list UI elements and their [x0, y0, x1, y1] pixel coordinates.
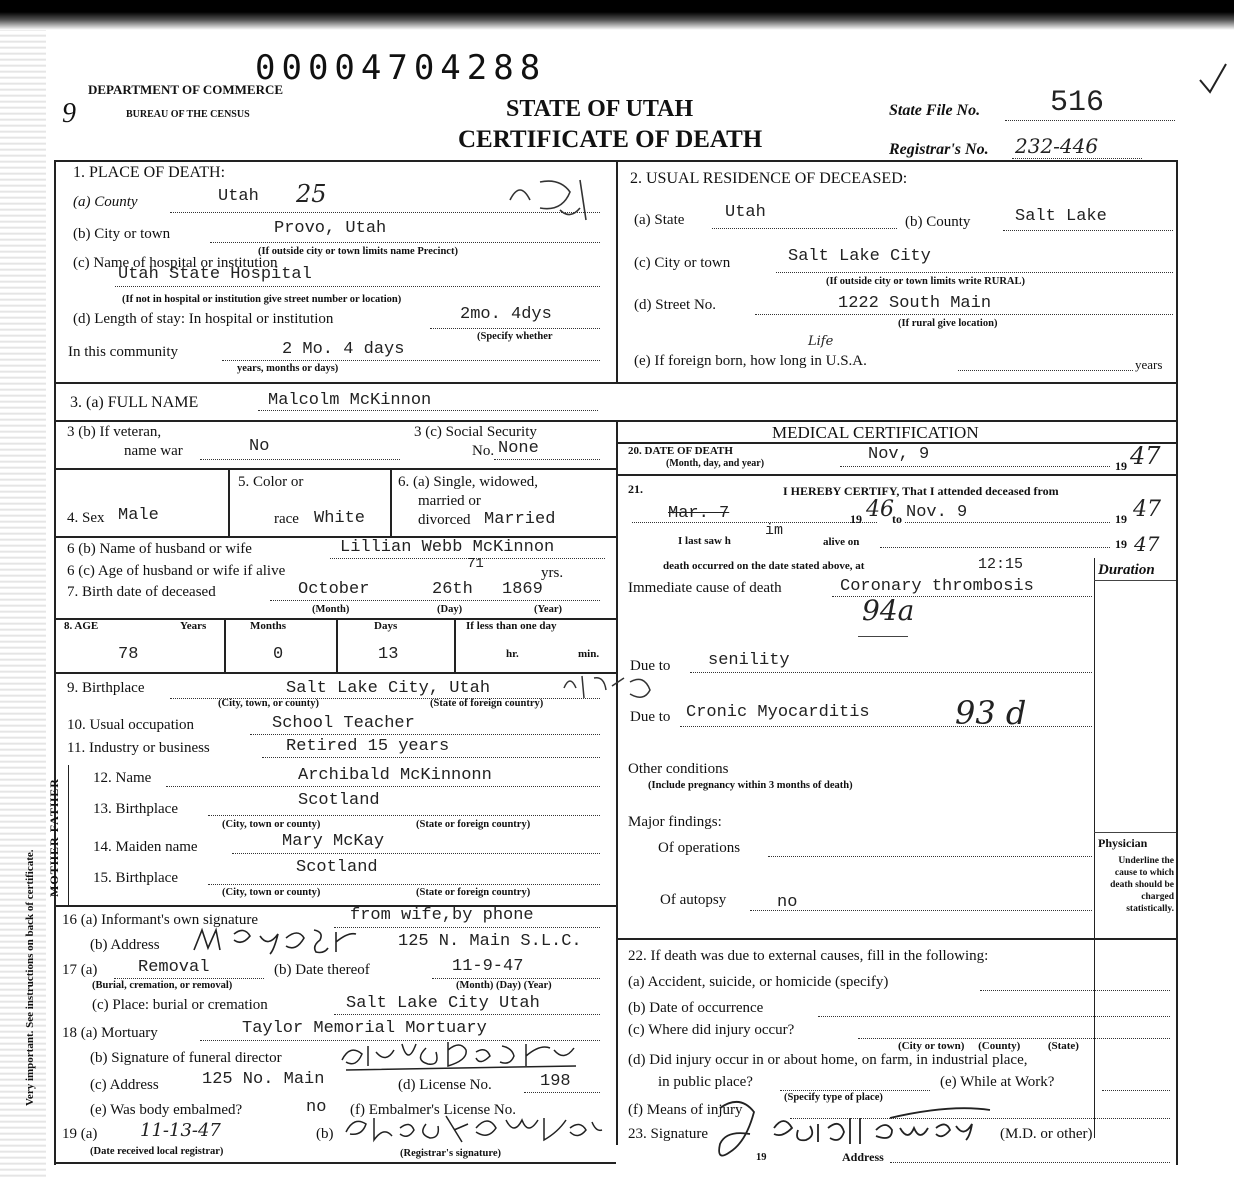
birthplace-value: Salt Lake City, Utah [286, 679, 491, 698]
age-less-label: If less than one day [466, 620, 557, 632]
registrar-line [1012, 158, 1142, 159]
autopsy-value: no [777, 893, 798, 912]
stay-label: (d) Length of stay: In hospital or institution [73, 311, 334, 327]
medical-heading-rule [616, 442, 1176, 444]
frame-bottom-left [54, 1162, 616, 1164]
stay-line [430, 328, 600, 329]
license-value: 198 [540, 1072, 571, 1091]
director-label: (b) Signature of funeral director [90, 1050, 282, 1066]
birth-line [270, 600, 600, 601]
received-label: 19 (a) [62, 1126, 98, 1142]
attended-to-line [905, 522, 1110, 523]
death-time: 12:15 [978, 556, 1024, 573]
embalmed-value: no [306, 1098, 327, 1117]
residence-county: Salt Lake [1015, 207, 1107, 226]
license-line [524, 1092, 600, 1093]
informant-address-label: (b) Address [90, 937, 160, 953]
year-cap: (Year) [534, 604, 562, 615]
director-signature [336, 1036, 596, 1076]
spouse-label: 6 (b) Name of husband or wife [67, 541, 252, 557]
director-address: 125 No. Main [202, 1070, 325, 1089]
attended-to-label: to [892, 512, 902, 526]
due2-value: Cronic Myocarditis [686, 703, 870, 722]
bureau-label: BUREAU OF THE CENSUS [126, 109, 250, 120]
industry-value: Retired 15 years [286, 737, 450, 756]
spouse-age-label: 6 (c) Age of husband or wife if alive [67, 563, 286, 579]
sex-label: 4. Sex [67, 510, 105, 526]
cert-number: 21. [628, 482, 643, 496]
age-years: 78 [118, 645, 139, 664]
attended-to: Nov. 9 [906, 503, 968, 522]
place-label: (c) Place: burial or cremation [92, 997, 268, 1013]
state-file-number: 516 [1050, 86, 1105, 120]
father-name: Archibald McKinnonn [298, 766, 492, 785]
age-days-label: Days [374, 620, 398, 632]
death-county-code: 25 [296, 180, 327, 208]
rule-after-death-date [616, 474, 1176, 476]
embalmer-label: (f) Embalmer's License No. [350, 1102, 516, 1118]
attended-from-line [632, 522, 877, 523]
hospital-label: (c) Name of hospital or institution [73, 255, 278, 271]
rule-after-veteran [54, 468, 616, 470]
veteran-value: No [249, 437, 270, 456]
cert-text: I HEREBY CERTIFY, That I attended deceased from [783, 484, 1059, 498]
operations-line [768, 856, 1092, 857]
scan-left-margin [0, 30, 46, 1180]
due1-label: Due to [630, 658, 671, 674]
informant-label: 16 (a) Informant's own signature [62, 912, 258, 928]
director-address-label: (c) Address [90, 1077, 159, 1093]
mother-birth-line [208, 884, 600, 885]
attended-from: Mar. 7 [668, 504, 730, 523]
birthplace-cap-2: (State of foreign country) [430, 698, 544, 709]
serial-number: 00004704288 [255, 48, 547, 88]
external-b-line [818, 1016, 1170, 1017]
death-year-prefix: 19 [1115, 459, 1127, 473]
foreign-value: Life [808, 334, 834, 349]
race-divider [390, 468, 392, 536]
community-value: 2 Mo. 4 days [282, 340, 405, 359]
industry-label: 11. Industry or business [67, 740, 210, 756]
residence-city-label: (c) City or town [634, 255, 731, 271]
residence-street: 1222 South Main [838, 294, 992, 313]
removal-line [114, 978, 264, 979]
death-date-label: 20. DATE OF DEATH [628, 445, 733, 457]
last-year-prefix: 19 [1115, 537, 1127, 551]
place-heading: 1. PLACE OF DEATH: [73, 164, 226, 181]
external-a: (a) Accident, suicide, or homicide (specify) [628, 974, 889, 990]
due1-line [690, 672, 1092, 673]
registrar-signature [338, 1110, 608, 1150]
sex-divider [228, 468, 230, 536]
month-cap: (Month) [312, 604, 350, 615]
registrar-number: 232-446 [1015, 134, 1099, 158]
stay-value: 2mo. 4dys [460, 305, 552, 324]
residence-heading: 2. USUAL RESIDENCE OF DECEASED: [630, 170, 908, 187]
mortuary-label: 18 (a) Mortuary [62, 1025, 158, 1041]
age-label: 8. AGE [64, 620, 99, 632]
marital-label-2: married or [418, 493, 481, 509]
full-name-line [258, 410, 598, 411]
last-saw-label: I last saw h [678, 535, 731, 547]
immediate-label: Immediate cause of death [628, 580, 782, 596]
yrs-label: yrs. [541, 565, 564, 581]
death-city-line [210, 242, 600, 243]
corner-mark: 9 [62, 98, 76, 129]
community-line [222, 360, 600, 361]
medical-heading: MEDICAL CERTIFICATION [772, 423, 979, 442]
age-years-label: Years [180, 620, 207, 632]
father-cap-state: (State or foreign country) [416, 819, 531, 830]
scan-top-band [0, 0, 1234, 30]
removal-date: 11-9-47 [452, 957, 524, 976]
hospital-name: Utah State Hospital [118, 265, 312, 284]
father-birth: Scotland [298, 791, 380, 810]
due2-line [680, 726, 1092, 727]
birthplace-label: 9. Birthplace [67, 680, 145, 696]
parent-side-label: MOTHER FATHER [46, 778, 61, 897]
mother-cap-state: (State or foreign country) [416, 887, 531, 898]
full-name-label: 3. (a) FULL NAME [70, 394, 199, 411]
signature-label: 23. Signature [628, 1126, 708, 1142]
external-c-cap: (City or town) (County) (State) [898, 1040, 1079, 1052]
clerk-code-marks [500, 170, 620, 240]
mother-name: Mary McKay [282, 832, 385, 851]
race-value: White [314, 509, 366, 528]
attended-to-year: 47 [1133, 497, 1161, 522]
community-note: years, months or days) [237, 363, 339, 374]
birth-year: 1869 [502, 580, 543, 599]
burial-cap: (Burial, cremation, or removal) [92, 980, 233, 991]
duration-rule [1094, 580, 1176, 581]
death-county-label: (a) County [73, 194, 138, 210]
marital-label-1: 6. (a) Single, widowed, [398, 474, 538, 490]
ss-label-1: 3 (c) Social Security [414, 424, 537, 440]
removal-label: 17 (a) [62, 962, 98, 978]
father-name-line [166, 786, 600, 787]
embalmed-label: (e) Was body embalmed? [90, 1102, 243, 1118]
marital-value: Married [484, 510, 556, 529]
external-d-cap: (Specify type of place) [784, 1092, 883, 1103]
day-cap: (Day) [437, 604, 463, 615]
death-occurred-label: death occurred on the date stated above, at [663, 560, 865, 572]
veteran-line [200, 459, 400, 460]
department-label: DEPARTMENT OF COMMERCE [88, 82, 284, 97]
mother-name-label: 14. Maiden name [93, 839, 198, 855]
external-c: (c) Where did injury occur? [628, 1022, 795, 1038]
age-divider-1 [224, 618, 226, 672]
registrar-sig-label: (b) [316, 1126, 334, 1142]
color-label: 5. Color or [238, 474, 304, 490]
residence-state: Utah [725, 203, 766, 222]
cause-code-1-underline [858, 636, 908, 637]
birthplace-cap-1: (City, town, or county) [218, 698, 320, 709]
signature-address-label: Address [842, 1150, 884, 1164]
last-saw-value: im [765, 522, 784, 539]
frame-right [1176, 160, 1178, 1165]
industry-line [262, 757, 600, 758]
major-label: Major findings: [628, 814, 722, 830]
birth-month: October [298, 580, 370, 599]
residence-state-line [712, 228, 897, 229]
attended-to-prefix: 19 [1115, 512, 1127, 526]
physician-label: Physician [1098, 836, 1148, 850]
physician-rule-top [1094, 832, 1176, 833]
external-e-line [1102, 1090, 1170, 1091]
cause-code-2: 93 d [955, 694, 1027, 732]
due2-label: Due to [630, 709, 671, 725]
removal-date-line [432, 978, 600, 979]
alive-on-line [880, 547, 1110, 548]
residence-street-label: (d) Street No. [634, 297, 717, 313]
full-name: Malcolm McKinnon [268, 391, 432, 410]
age-divider-3 [454, 618, 456, 672]
license-label: (d) License No. [398, 1077, 492, 1093]
external-d: (d) Did injury occur in or about home, on farm, in industrial place, [628, 1052, 1028, 1068]
hospital-line [115, 286, 600, 287]
father-cap-city: (City, town or county) [222, 819, 321, 830]
death-date-sub: (Month, day, and year) [666, 458, 765, 469]
other-label: Other conditions [628, 761, 729, 777]
attended-from-prefix: 19 [850, 512, 862, 526]
death-date-line [840, 466, 1110, 467]
registrar-cap: (Registrar's signature) [400, 1148, 501, 1159]
rule-before-external [616, 938, 1176, 940]
death-city-label: (b) City or town [73, 226, 171, 242]
removal-date-label: (b) Date thereof [274, 962, 370, 978]
frame-left [54, 160, 56, 1165]
external-f: (f) Means of injury [628, 1102, 743, 1118]
autopsy-line [750, 910, 1092, 911]
spouse-value: Lillian Webb McKinnon [340, 538, 555, 557]
community-label: In this community [68, 344, 178, 360]
father-birth-line [208, 815, 600, 816]
sex-value: Male [118, 506, 159, 525]
duration-label: Duration [1098, 562, 1155, 578]
received-value: 11-13-47 [140, 1120, 221, 1141]
informant-signature [190, 924, 390, 958]
death-year: 47 [1130, 442, 1161, 470]
rule-after-place [54, 382, 1178, 384]
place-value: Salt Lake City Utah [346, 994, 540, 1013]
mortuary-value: Taylor Memorial Mortuary [242, 1019, 487, 1038]
center-divider-main [616, 420, 618, 1145]
age-months-label: Months [250, 620, 287, 632]
external-d2: in public place? [658, 1074, 753, 1090]
birth-label: 7. Birth date of deceased [67, 584, 216, 600]
md-label: (M.D. or other) [1000, 1126, 1093, 1142]
received-cap: (Date received local registrar) [90, 1146, 224, 1157]
cause-code-1: 94a [862, 594, 915, 627]
death-city-note: (If outside city or town limits name Precinct) [258, 246, 458, 257]
signature-day-prefix: 19 [756, 1152, 767, 1163]
foreign-years: years [1135, 357, 1163, 372]
veteran-label-2: name war [124, 443, 183, 459]
residence-street-note: (If rural give location) [898, 318, 998, 329]
veteran-label-1: 3 (b) If veteran, [67, 424, 162, 440]
date-cap: (Month) (Day) (Year) [456, 980, 552, 991]
age-days: 13 [378, 645, 399, 664]
autopsy-label: Of autopsy [660, 892, 727, 908]
foreign-line [958, 370, 1133, 371]
race-label: race [274, 511, 299, 527]
occupation-value: School Teacher [272, 714, 415, 733]
residence-street-line [755, 314, 1173, 315]
father-birth-label: 13. Birthplace [93, 801, 178, 817]
external-heading: 22. If death was due to external causes, fill in the following: [628, 948, 989, 964]
father-name-label: 12. Name [93, 770, 152, 786]
signature-address-line [890, 1162, 1170, 1163]
age-divider-2 [336, 618, 338, 672]
certificate-title: CERTIFICATE OF DEATH [458, 126, 763, 153]
residence-city: Salt Lake City [788, 247, 931, 266]
marital-label-3: divorced [418, 512, 471, 528]
due1-value: senility [708, 651, 790, 670]
death-date: Nov, 9 [868, 445, 930, 464]
foreign-label: (e) If foreign born, how long in U.S.A. [634, 353, 867, 369]
external-a-line [980, 990, 1170, 991]
ss-label-2: No. [472, 443, 495, 459]
occupation-line [250, 734, 600, 735]
mother-cap-city: (City, town or county) [222, 887, 321, 898]
ss-line [494, 459, 600, 460]
spouse-age: 71 [467, 556, 484, 572]
residence-city-note: (If outside city or town limits write RURAL) [826, 276, 1025, 287]
residence-county-label: (b) County [905, 214, 971, 230]
age-hr: hr. [506, 648, 519, 660]
registrar-label: Registrar's No. [889, 141, 989, 158]
residence-county-line [1003, 230, 1173, 231]
margin-text: Very important. See instructions on back of certificate. [24, 849, 36, 1106]
clerk-code-marks-2 [560, 668, 670, 708]
age-min: min. [578, 648, 600, 660]
death-county: Utah [218, 187, 259, 206]
operations-label: Of operations [658, 840, 741, 856]
attended-from-year: 46 [866, 497, 894, 522]
state-file-line [1005, 120, 1175, 121]
external-c-line [858, 1038, 1170, 1039]
mother-name-line [232, 853, 600, 854]
stay-note: (Specify whether [477, 331, 553, 342]
duration-divider [1094, 558, 1095, 1138]
physician-note: Underline the cause to which death should be charged statistically. [1110, 856, 1174, 914]
alive-on-label: alive on [823, 536, 860, 548]
residence-state-label: (a) State [634, 212, 685, 228]
mother-birth: Scotland [296, 858, 378, 877]
state-file-label: State File No. [889, 102, 981, 119]
birth-day: 26th [432, 580, 473, 599]
immediate-value: Coronary thrombosis [840, 577, 1034, 596]
external-e: (e) While at Work? [940, 1074, 1055, 1090]
occupation-label: 10. Usual occupation [67, 717, 195, 733]
place-line [334, 1014, 600, 1015]
residence-city-line [776, 272, 1173, 273]
removal-value: Removal [138, 958, 210, 977]
death-city: Provo, Utah [274, 219, 387, 238]
age-months: 0 [273, 645, 284, 664]
external-b: (b) Date of occurrence [628, 1000, 764, 1016]
other-note: (Include pregnancy within 3 months of death) [648, 780, 853, 791]
parent-bracket [68, 765, 69, 905]
mother-birth-label: 15. Birthplace [93, 870, 178, 886]
rule-after-age [54, 672, 616, 674]
state-title: STATE OF UTAH [506, 96, 694, 122]
informant-address: 125 N. Main S.L.C. [398, 932, 582, 951]
check-mark [1196, 60, 1230, 100]
hospital-note: (If not in hospital or institution give street number or location) [122, 294, 402, 305]
informant-value: from wife,by phone [350, 906, 534, 925]
ss-value: None [498, 439, 539, 458]
last-saw-year: 47 [1134, 532, 1160, 556]
